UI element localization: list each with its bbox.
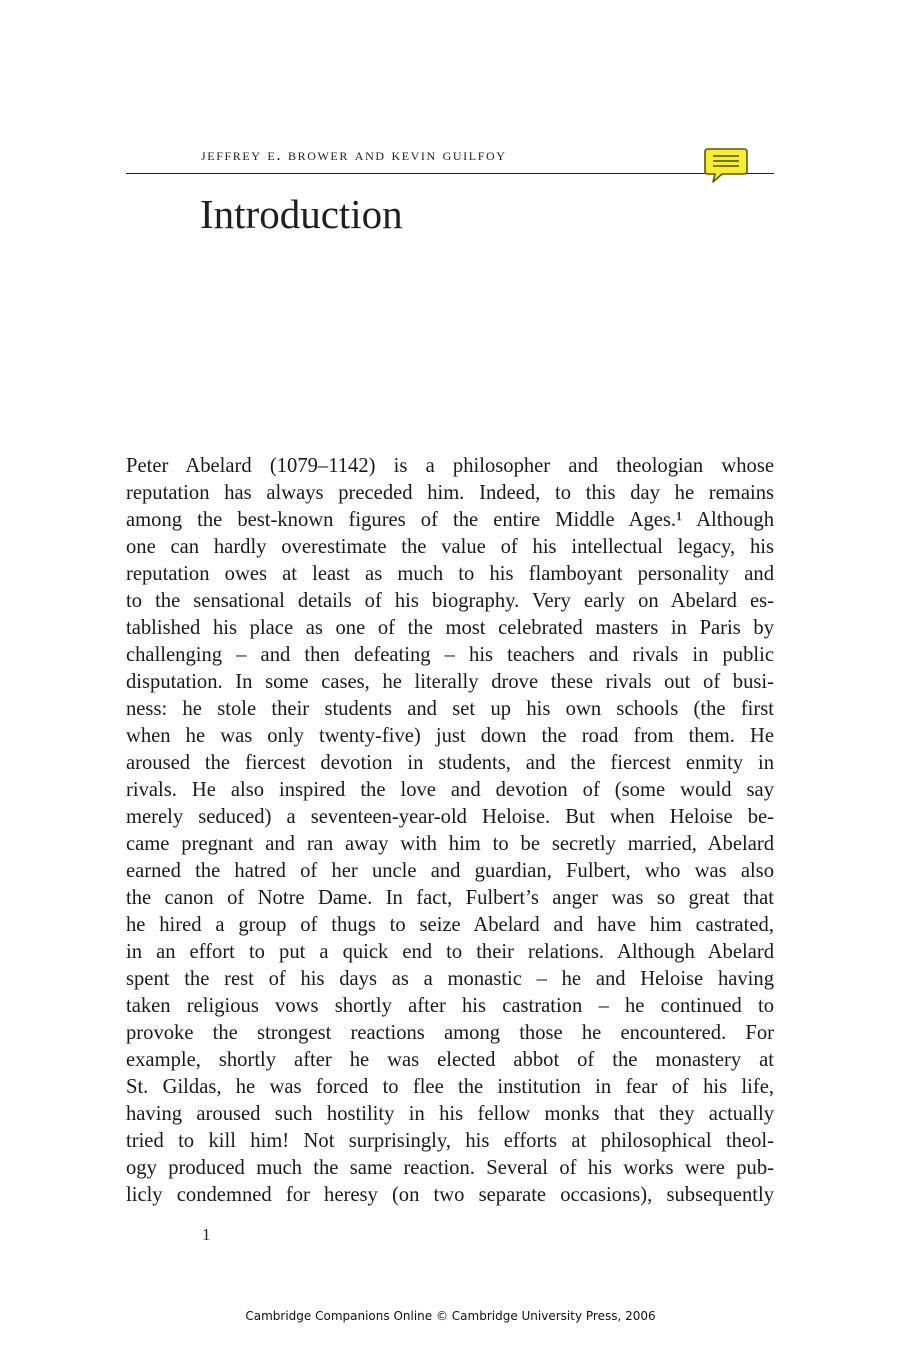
- chapter-title: Introduction: [200, 191, 403, 237]
- body-line: reputation owes at least as much to his flamboyant personality and: [126, 563, 774, 585]
- body-line: aroused the fiercest devotion in students, and the fiercest enmity in: [126, 752, 774, 774]
- body-line: among the best-known figures of the entire Middle Ages.¹ Although: [126, 509, 774, 531]
- body-line: tried to kill him! Not surprisingly, his efforts at philosophical theol-: [126, 1130, 774, 1152]
- body-line: taken religious vows shortly after his castration – he continued to: [126, 995, 774, 1017]
- body-line: example, shortly after he was elected abbot of the monastery at: [126, 1049, 774, 1071]
- body-line: earned the hatred of her uncle and guardian, Fulbert, who was also: [126, 860, 774, 882]
- comment-icon[interactable]: [704, 145, 750, 185]
- body-line: reputation has always preceded him. Indeed, to this day he remains: [126, 482, 774, 504]
- body-line: came pregnant and ran away with him to be secretly married, Abelard: [126, 833, 774, 855]
- running-head: jeffrey e. brower and kevin guilfoy: [201, 145, 507, 164]
- body-line: ness: he stole their students and set up his own schools (the first: [126, 698, 774, 720]
- page-number: 1: [202, 1225, 211, 1244]
- body-line: when he was only twenty-five) just down the road from them. He: [126, 725, 774, 747]
- header-rule: [126, 173, 774, 174]
- body-line: challenging – and then defeating – his teachers and rivals in public: [126, 644, 774, 666]
- body-line: the canon of Notre Dame. In fact, Fulbert’s anger was so great that: [126, 887, 774, 909]
- body-line: Peter Abelard (1079–1142) is a philosopher and theologian whose: [126, 455, 774, 477]
- body-line: rivals. He also inspired the love and devotion of (some would say: [126, 779, 774, 801]
- body-line: tablished his place as one of the most celebrated masters in Paris by: [126, 617, 774, 639]
- body-line: in an effort to put a quick end to their relations. Although Abelard: [126, 941, 774, 963]
- body-line: St. Gildas, he was forced to flee the institution in fear of his life,: [126, 1076, 774, 1098]
- body-line: ogy produced much the same reaction. Several of his works were pub-: [126, 1157, 774, 1179]
- body-line: disputation. In some cases, he literally drove these rivals out of busi-: [126, 671, 774, 693]
- body-line: he hired a group of thugs to seize Abelard and have him castrated,: [126, 914, 774, 936]
- body-line: to the sensational details of his biography. Very early on Abelard es-: [126, 590, 774, 612]
- body-line: licly condemned for heresy (on two separate occasions), subsequently: [126, 1184, 774, 1206]
- body-line: spent the rest of his days as a monastic – he and Heloise having: [126, 968, 774, 990]
- copyright-footer: Cambridge Companions Online © Cambridge University Press, 2006: [245, 1309, 656, 1323]
- body-line: provoke the strongest reactions among those he encountered. For: [126, 1022, 774, 1044]
- body-line: merely seduced) a seventeen-year-old Heloise. But when Heloise be-: [126, 806, 774, 828]
- body-line: one can hardly overestimate the value of his intellectual legacy, his: [126, 536, 774, 558]
- body-paragraph: [126, 453, 774, 1209]
- body-line: having aroused such hostility in his fellow monks that they actually: [126, 1103, 774, 1125]
